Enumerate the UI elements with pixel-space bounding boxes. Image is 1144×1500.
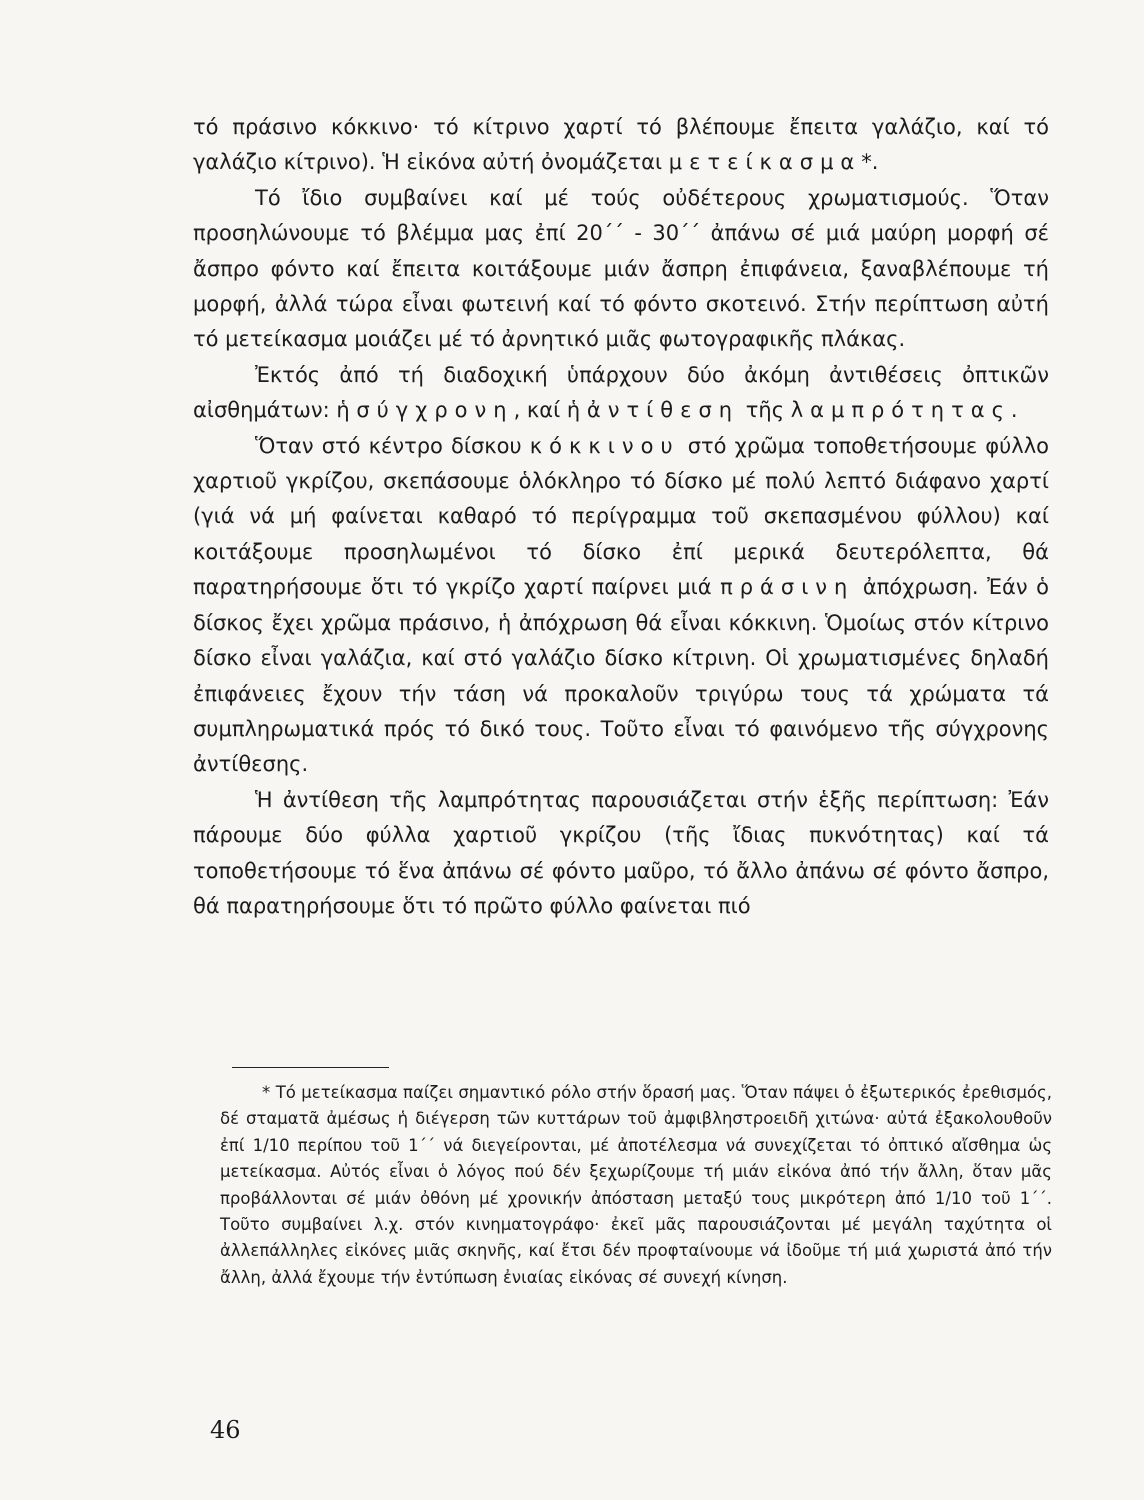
spaced-term: ἀντίθεση bbox=[586, 398, 740, 423]
spaced-term: μετείκασμα bbox=[668, 150, 862, 175]
paragraph-5: Ἡ ἀντίθεση τῆς λαμπρότητας παρουσιάζεται στήν ἑξῆς περίπτωση: Ἐάν πάρουμε δύο φύλλα χαρτιοῦ γκρίζου (τῆς ἴδιας πυκνότητας) καί τά τοποθετήσουμε τό ἕνα ἀπάνω σέ φόντο μαῦρο, τό ἄλλο ἀπάνω σέ φόντο ἄσπρο, θά παρατηρήσουμε ὅτι τό πρῶτο φύλλο φαίνεται πιό bbox=[193, 787, 1049, 918]
paragraph-3 bbox=[193, 358, 1049, 429]
text-span: *. bbox=[861, 150, 879, 175]
text-span: στό χρῶμα τοποθετήσουμε φύλλο χαρτιοῦ γκρίζου, σκεπάσουμε ὁλόκληρο τό δίσκο μέ πολύ λεπτό διάφανο χαρτί (γιά νά μή φαίνεται καθαρό τό περίγραμμα τοῦ σκεπασμένου φύλλου) καί κοιτάξουμε προσηλωμένοι τό δίσκο ἐπί μερικά δευτερόλεπτα, θά παρατηρήσουμε ὅτι τό γκρίζο χαρτί παίρνει μιά bbox=[193, 433, 1049, 600]
paragraph-4 bbox=[193, 429, 1049, 783]
footnote-text: * Τό μετείκασμα παίζει σημαντικό ρόλο στήν ὅρασή μας. Ὅταν πάψει ὁ ἐξωτερικός ἐρεθισμός, δέ σταματᾶ ἀμέσως ἡ διέγερση τῶν κυττάρων τοῦ ἀμφιβληστροειδῆ χιτώνα· αὐτά ἐξακολουθοῦν ἐπί 1/10 περίπου τοῦ 1΄΄ νά διεγείρονται, μέ ἀποτέλεσμα νά συνεχίζεται τό ὀπτικό αἴσθημα ὡς μετείκασμα. Αὐτός εἶναι ὁ λόγος πού δέν ξεχωρίζουμε τή μιάν εἰκόνα ἀπό τήν ἄλλη, ὅταν μᾶς προβάλλονται σέ μιάν ὀθόνη μέ χρονικήν ἀπόσταση μεταξύ τους μικρότερη ἀπό 1/10 τοῦ 1΄΄. Τοῦτο συμβαίνει λ.χ. στόν κινηματογράφο· ἐκεῖ μᾶς παρουσιάζονται μέ μεγάλη ταχύτητα οἱ ἀλλεπάλληλες εἰκόνες μιᾶς σκηνῆς, καί ἔτσι δέν προφταίνουμε νά ἰδοῦμε τή μιά χωριστά ἀπό τήν ἄλλη, ἀλλά ἔχουμε τήν ἐντύπωση ἐνιαίας εἰκόνας σέ συνεχή κίνηση. bbox=[220, 1083, 1052, 1287]
spaced-term: σύγχρονη bbox=[356, 398, 514, 423]
main-text bbox=[193, 110, 1049, 924]
paragraph-1 bbox=[193, 110, 1049, 181]
footnote-rule bbox=[232, 1067, 389, 1068]
text-span: Ἐκτός ἀπό τή διαδοχική ὑπάρχουν δύο ἀκόμη ἀντιθέσεις ὀπτικῶν αἰσθημάτων: ἡ bbox=[193, 362, 1049, 423]
spaced-term: κόκκινου bbox=[529, 433, 680, 458]
footnote bbox=[220, 1080, 1052, 1291]
spaced-term: λαμπρότητας bbox=[790, 398, 1011, 423]
text-span: τό πράσινο κόκκινο· τό κίτρινο χαρτί τό βλέπουμε ἔπειτα γαλάζιο, καί τό γαλάζιο κίτρινο). Ἡ εἰκόνα αὐτή ὀνομάζεται bbox=[193, 115, 1049, 175]
text-span: , καί ἡ bbox=[513, 398, 587, 423]
page-number: 46 bbox=[210, 1416, 241, 1444]
spaced-term: πράσινη bbox=[720, 575, 855, 600]
text-span: Ὅταν στό κέντρο δίσκου bbox=[255, 433, 530, 458]
text-span: ἀπόχρωση. Ἐάν ὁ δίσκος ἔχει χρῶμα πράσινο, ἡ ἀπόχρωση θά εἶναι κόκκινη. Ὁμοίως στόν κίτρινο δίσκο εἶναι γαλάζια, καί στό γαλάζιο δίσκο κίτρινη. Οἱ χρωματισμένες δηλαδή ἐπιφάνειες ἔχουν τήν τάση νά προκαλοῦν τριγύρω τους τά χρώματα τά συμπληρωματικά πρός τό δικό τους. Τοῦτο εἶναι τό φαινόμενο τῆς σύγχρονης ἀντίθεσης. bbox=[193, 575, 1049, 777]
text-span: τῆς bbox=[739, 398, 791, 423]
paragraph-2: Τό ἴδιο συμβαίνει καί μέ τούς οὐδέτερους χρωματισμούς. Ὅταν προσηλώνουμε τό βλέμμα μας ἐπί 20΄΄ - 30΄΄ ἀπάνω σέ μιά μαύρη μορφή σέ ἄσπρο φόντο καί ἔπειτα κοιτάξουμε μιάν ἄσπρη ἐπιφάνεια, ξαναβλέπουμε τή μορφή, ἀλλά τώρα εἶναι φωτεινή καί τό φόντο σκοτεινό. Στήν περίπτωση αὐτή τό μετείκασμα μοιάζει μέ τό ἀρνητικό μιᾶς φωτογραφικῆς πλάκας. bbox=[193, 185, 1049, 352]
text-span: . bbox=[1010, 398, 1018, 423]
